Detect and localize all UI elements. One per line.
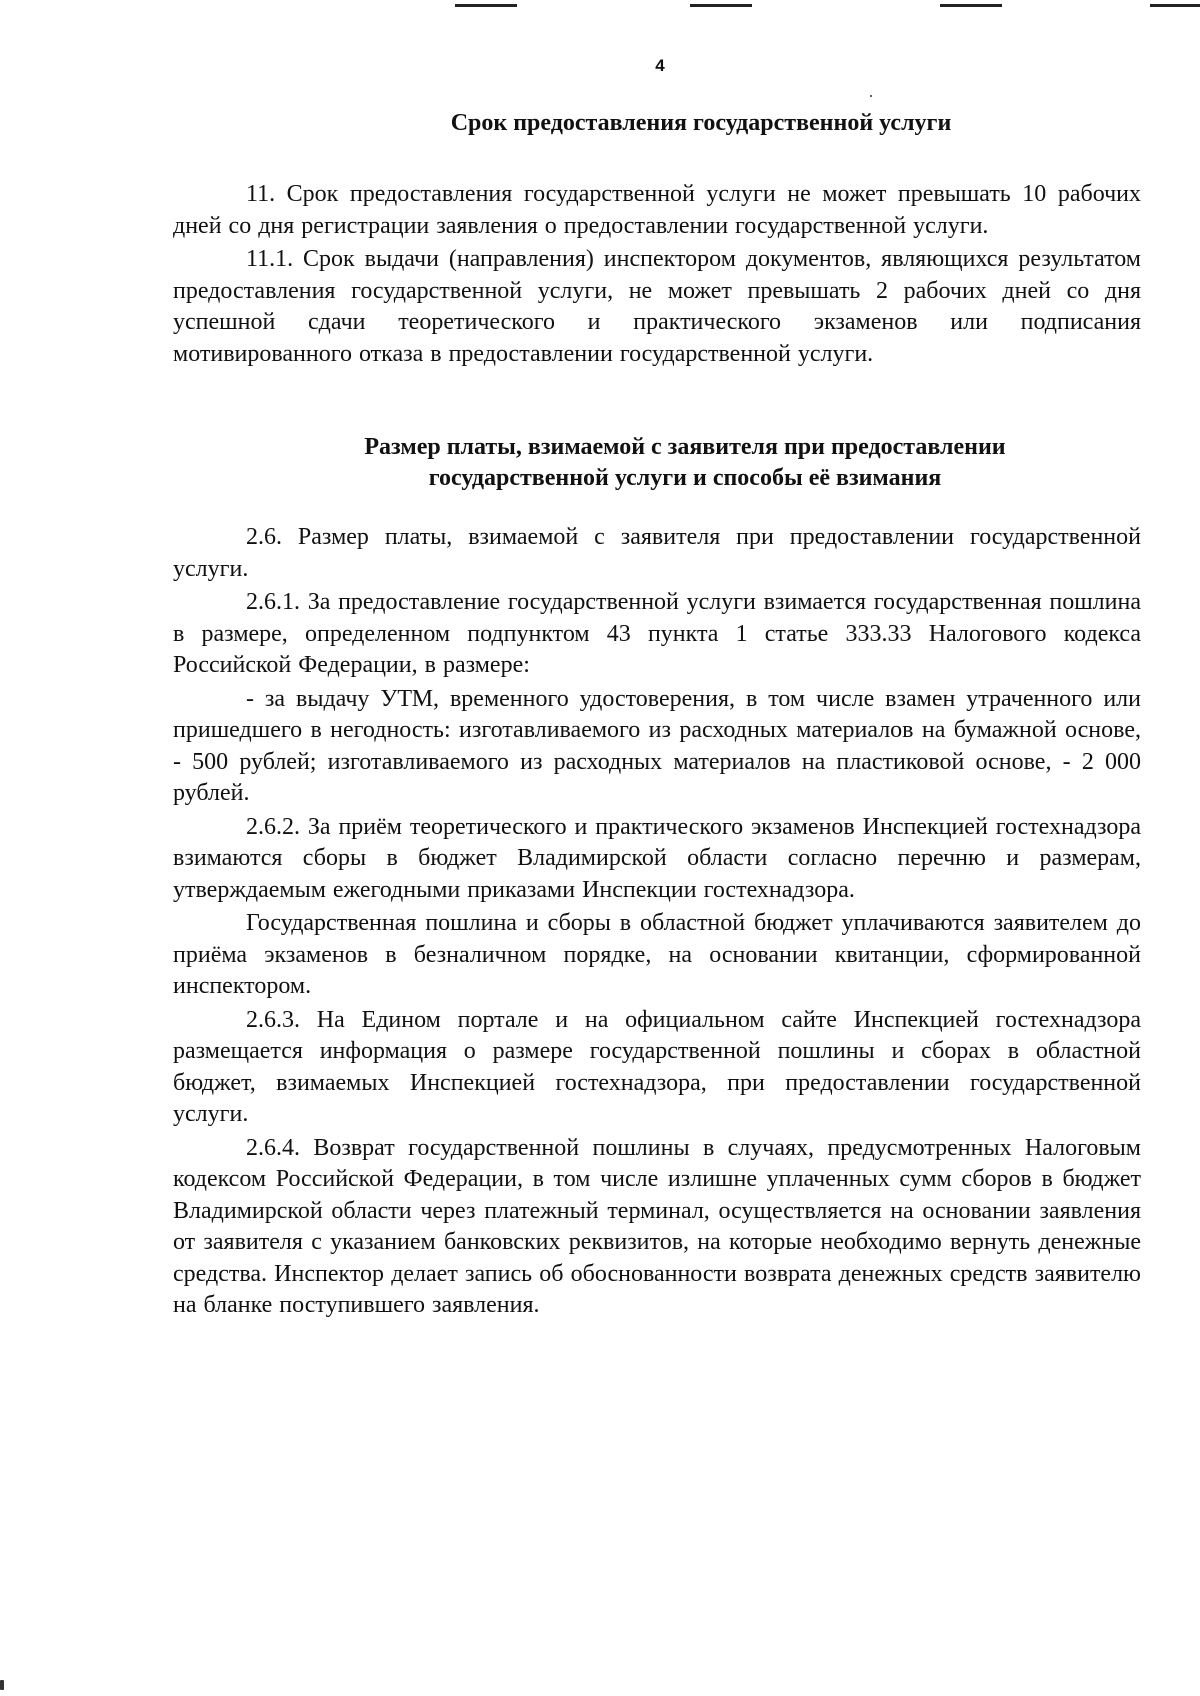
section-heading-fee-line1: Размер платы, взимаемой с заявителя при предоставлении — [364, 434, 1006, 460]
paragraph: 11.1. Срок выдачи (направления) инспектором документов, являющихся результатом предоставления государственной услуги, не может превышать 2 рабочих дней со дня успешной сдачи теоретического и практического экзаменов или подписания мотивированного отказа в предоставлении государственной услуги. — [173, 246, 1141, 367]
section-heading-fee — [173, 432, 1141, 494]
scan-artifact-line — [1150, 4, 1200, 7]
section-heading-term: Срок предоставления государственной услуги — [450, 110, 952, 136]
scan-artifact-line — [940, 4, 1002, 7]
page-number: 4 — [655, 56, 665, 75]
paragraph: - за выдачу УТМ, временного удостоверения, в том числе взамен утраченного или пришедшего в негодность: изготавливаемого из расходных материалов на бумажной основе, - 500 рублей; изготавливаемого из расходных материалов на пластиковой основе, - 2 000 рублей. — [173, 685, 1141, 806]
scan-artifact-line — [690, 4, 752, 7]
scan-speck — [870, 95, 872, 97]
scan-artifact-line — [455, 4, 517, 7]
section-heading-fee-line2: государственной услуги и способы её взимания — [428, 465, 942, 491]
paragraph: 2.6. Размер платы, взимаемой с заявителя при предоставлении государственной услуги. — [173, 524, 1141, 582]
paragraph: 2.6.4. Возврат государственной пошлины в случаях, предусмотренных Налоговым кодексом Российской Федерации, в том числе излишне уплаченных сумм сборов в бюджет Владимирской области через платежный терминал, осуществляется на основании заявления от заявителя с указанием банковских реквизитов, на которые необходимо вернуть денежные средства. Инспектор делает запись об обоснованности возврата денежных средств заявителю на бланке поступившего заявления. — [173, 1134, 1141, 1318]
paragraph: 11. Срок предоставления государственной услуги не может превышать 10 рабочих дней со дня регистрации заявления о предоставлении государственной услуги. — [173, 181, 1141, 239]
scan-speck — [0, 1680, 4, 1690]
document-body — [173, 108, 1141, 1324]
paragraph: Государственная пошлина и сборы в областной бюджет уплачиваются заявителем до приёма экзаменов в безналичном порядке, на основании квитанции, сформированной инспектором. — [173, 910, 1141, 999]
paragraph: 2.6.3. На Едином портале и на официальном сайте Инспекцией гостехнадзора размещается информация о размере государственной пошлины и сборах в областной бюджет, взимаемых Инспекцией гостехнадзора, при предоставлении государственной услуги. — [173, 1006, 1141, 1127]
paragraph: 2.6.2. За приём теоретического и практического экзаменов Инспекцией гостехнадзора взимаются сборы в бюджет Владимирской области согласно перечню и размерам, утверждаемым ежегодными приказами Инспекции гостехнадзора. — [173, 813, 1141, 903]
paragraph: 2.6.1. За предоставление государственной услуги взимается государственная пошлина в размере, определенном подпунктом 43 пункта 1 статье 333.33 Налогового кодекса Российской Федерации, в размере: — [173, 589, 1141, 678]
